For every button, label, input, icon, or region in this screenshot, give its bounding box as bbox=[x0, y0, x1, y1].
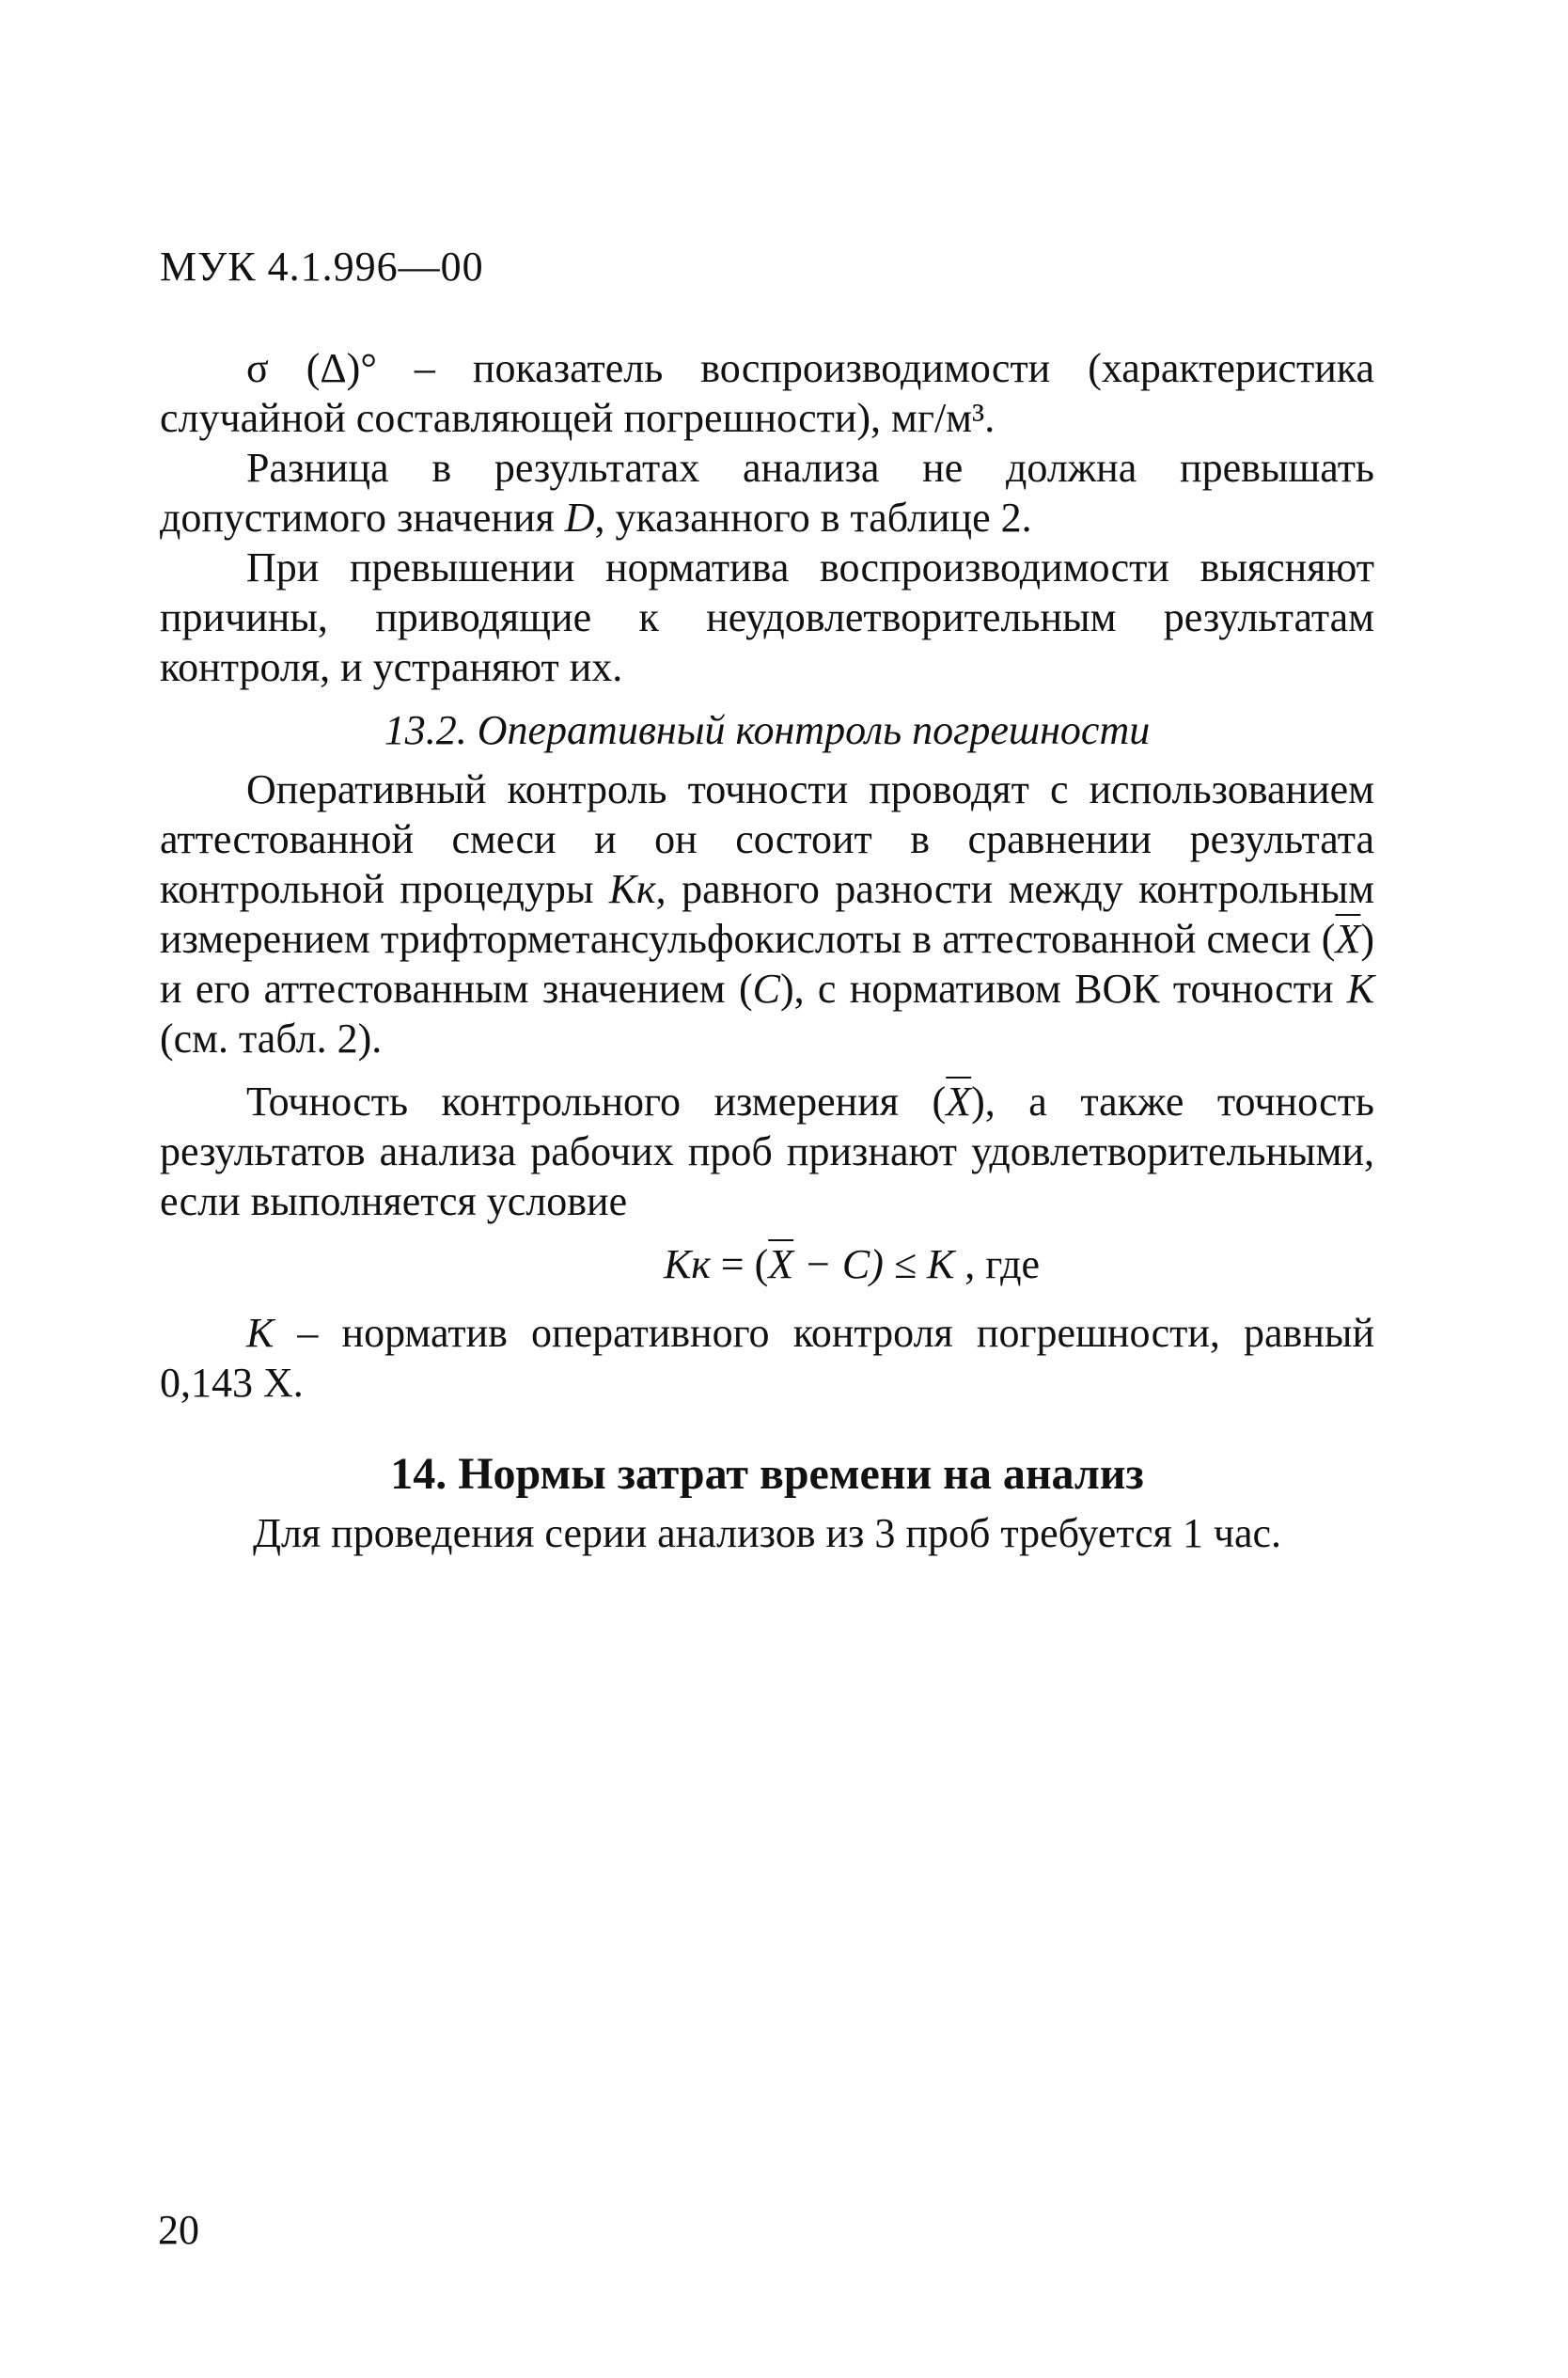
paragraph-text: (см. табл. 2). bbox=[160, 1016, 383, 1062]
document-body bbox=[160, 343, 1374, 1558]
variable-k: К bbox=[1346, 966, 1374, 1012]
paragraph-allowed-difference bbox=[160, 443, 1374, 543]
variable-c: C bbox=[752, 966, 780, 1012]
formula-kk bbox=[160, 1239, 1374, 1289]
paragraph-text: Разница в результатах анализа не должна превышать допустимого значения bbox=[160, 445, 1374, 541]
paragraph-text: Оперативный контроль точности проводят с использованием аттестованной смеси и он состоит в сравнении результата контрольной процедуры bbox=[160, 766, 1374, 912]
paragraph-text: , указанного в таблице 2. bbox=[594, 495, 1032, 541]
formula-part: , где bbox=[954, 1241, 1040, 1287]
variable-k: К bbox=[246, 1310, 274, 1356]
paragraph-time-norm: Для проведения серии анализов из 3 проб требуется 1 час. bbox=[252, 1510, 1282, 1556]
paragraph-text: , равного разности между контрольным измерением трифторметансульфокислоты в аттестованной смеси ( bbox=[160, 866, 1374, 962]
variable-kk: Кк bbox=[608, 866, 656, 912]
paragraph-text: – норматив оперативного контроля погрешности, равный 0,143 Х. bbox=[160, 1310, 1374, 1406]
formula-part: = ( bbox=[710, 1241, 769, 1287]
paragraph-accuracy-condition bbox=[160, 1077, 1374, 1226]
sigma-symbol: σ (Δ)° bbox=[246, 345, 377, 391]
paragraph-text: ), с нормативом ВОК точности bbox=[779, 966, 1347, 1012]
paragraph-reproducibility-indicator bbox=[160, 343, 1374, 443]
paragraph-exceedance: При превышении норматива воспроизводимости выясняют причины, приводящие к неудовлетворительным результатам контроля, и устраняют их. bbox=[160, 544, 1374, 690]
document-code: МУК 4.1.996—00 bbox=[160, 244, 484, 290]
variable-d: D bbox=[564, 495, 595, 541]
paragraph-operational-control bbox=[160, 764, 1374, 1063]
formula-kk-symbol: Кк bbox=[663, 1241, 711, 1287]
section-heading-14: 14. Нормы затрат времени на анализ bbox=[390, 1449, 1144, 1499]
paragraph-text: ), а также точность результатов анализа рабочих проб признают удовлетворительными, если выполняется условие bbox=[160, 1079, 1374, 1224]
paragraph-text: ) и его аттестованным значением ( bbox=[160, 916, 1374, 1012]
formula-part: − C) ≤ bbox=[793, 1241, 927, 1287]
paragraph-text: – показатель воспроизводимости (характеристика случайной составляющей погрешности), мг/м³. bbox=[160, 345, 1374, 441]
variable-x-bar: $\overline{X}$ bbox=[1335, 916, 1361, 962]
paragraph-text: Точность контрольного измерения ( bbox=[246, 1079, 947, 1125]
section-heading-13-2: 13.2. Оперативный контроль погрешности bbox=[384, 707, 1151, 753]
variable-x-bar: $\overline{X}$ bbox=[946, 1079, 972, 1125]
paragraph-k-definition bbox=[160, 1308, 1374, 1408]
formula-x-bar: $\overline{X}$ bbox=[768, 1241, 794, 1287]
formula-k-symbol: К bbox=[927, 1241, 955, 1287]
page-number: 20 bbox=[158, 2207, 199, 2253]
